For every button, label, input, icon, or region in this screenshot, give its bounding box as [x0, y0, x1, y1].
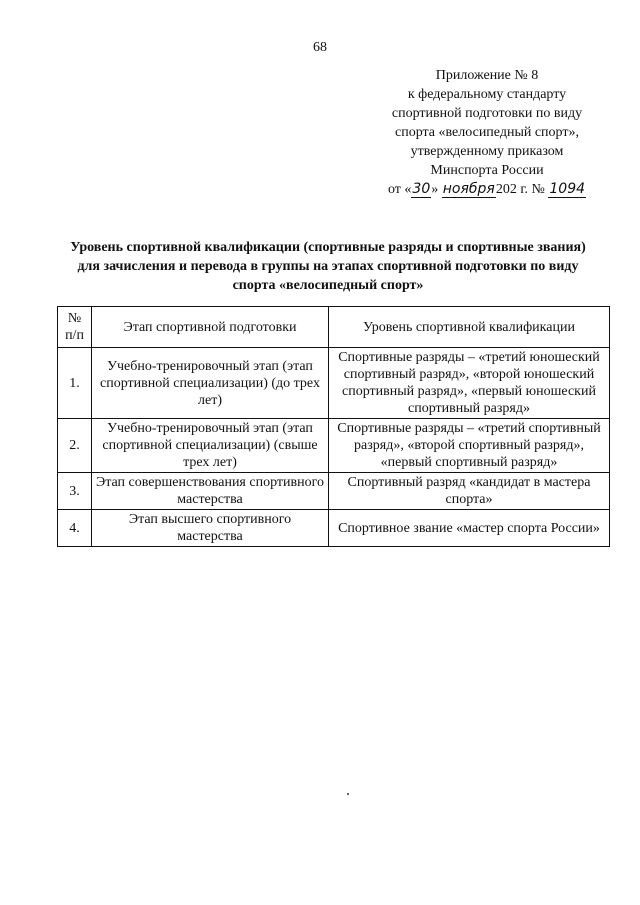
appendix-line: спортивной подготовки по виду	[391, 106, 583, 121]
order-day-close: »	[431, 182, 439, 197]
appendix-line: Минспорта России	[430, 163, 544, 178]
appendix-line: к федеральному стандарту	[407, 87, 567, 102]
table-row	[58, 419, 610, 473]
qualification-table	[57, 306, 610, 547]
table-row	[58, 510, 610, 547]
appendix-line: спорта «велосипедный спорт»,	[395, 125, 579, 140]
order-month-handwritten: ноября	[442, 181, 495, 197]
order-number-handwritten: 1094	[549, 181, 586, 197]
order-reference	[370, 180, 604, 199]
header-stage: Этап спортивной подготовки	[92, 307, 329, 348]
appendix-line: утвержденному приказом	[410, 144, 564, 159]
row-stage: Этап высшего спортивного мастерства	[92, 510, 329, 547]
header-level: Уровень спортивной квалификации	[329, 307, 610, 348]
document-title: Уровень спортивной квалификации (спортивные разряды и спортивные звания) для зачисления и перевода в группы на этапах спортивной подготовки по виду спорта «велосипедный спорт»	[70, 240, 586, 293]
row-level: Спортивные разряды – «третий юношеский спортивный разряд», «второй юношеский спортивный разряд», «первый юношеский спортивный разряд»	[329, 348, 610, 419]
row-stage: Учебно-тренировочный этап (этап спортивной специализации) (до трех лет)	[92, 348, 329, 419]
table-row	[58, 348, 610, 419]
row-stage: Учебно-тренировочный этап (этап спортивной специализации) (свыше трех лет)	[92, 419, 329, 473]
order-year: 202	[495, 182, 517, 197]
row-number: 2.	[58, 419, 92, 473]
appendix-line: Приложение № 8	[435, 68, 539, 83]
order-day-handwritten: 30	[412, 181, 431, 197]
header-number: № п/п	[58, 307, 92, 348]
order-number-prefix: г. №	[520, 182, 545, 197]
row-number: 3.	[58, 473, 92, 510]
row-level: Спортивное звание «мастер спорта России»	[329, 510, 610, 547]
order-from-prefix: от «	[387, 182, 412, 197]
row-number: 1.	[58, 348, 92, 419]
row-level: Спортивный разряд «кандидат в мастера спорта»	[329, 473, 610, 510]
table-row	[58, 473, 610, 510]
table-header-row	[58, 307, 610, 348]
row-number: 4.	[58, 510, 92, 547]
appendix-header	[370, 66, 604, 199]
row-level: Спортивные разряды – «третий спортивный разряд», «второй спортивный разряд», «первый спортивный разряд»	[329, 419, 610, 473]
row-stage: Этап совершенствования спортивного мастерства	[92, 473, 329, 510]
page-number: 68	[313, 40, 327, 55]
scan-speck	[347, 793, 349, 795]
